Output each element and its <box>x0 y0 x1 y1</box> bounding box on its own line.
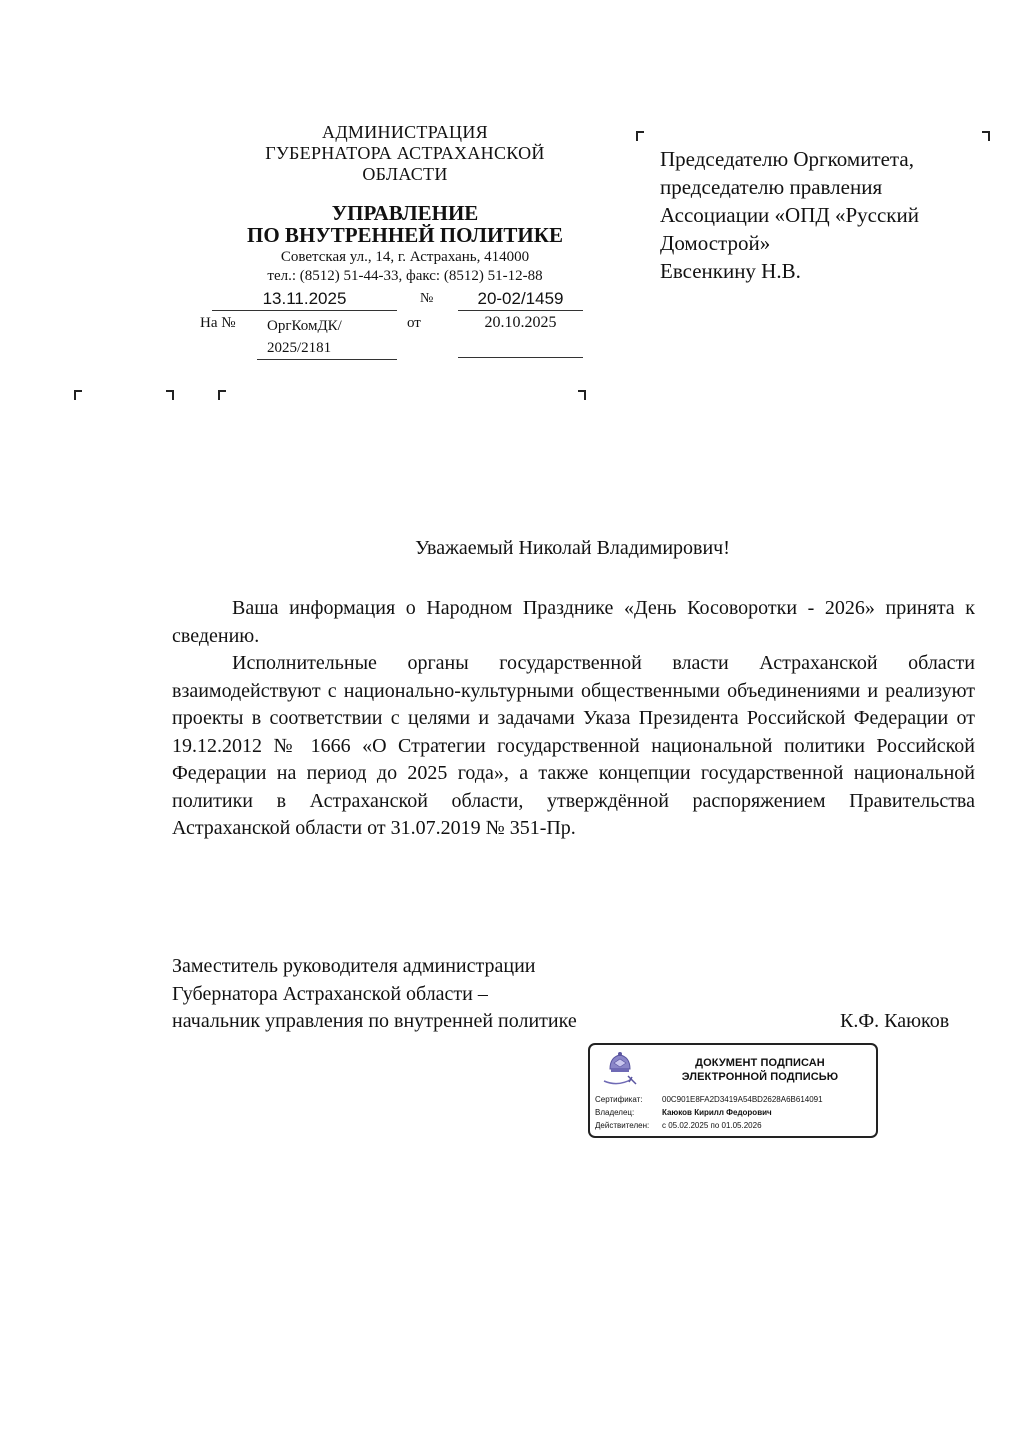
corner-mark-icon <box>218 390 226 400</box>
signatory-title <box>172 953 692 1036</box>
reference-number-line: 2025/2181 <box>267 340 332 356</box>
corner-mark-icon <box>636 131 644 141</box>
owner-value: Каюков Кирилл Федорович <box>662 1108 772 1117</box>
certificate-label: Сертификат: <box>595 1095 643 1104</box>
coat-of-arms-icon <box>598 1049 642 1091</box>
reference-label: На № <box>200 315 236 331</box>
certificate-row <box>595 1095 823 1105</box>
reference-from-label: от <box>407 315 421 331</box>
outgoing-number: 20-02/1459 <box>458 289 583 311</box>
addressee-line: Ассоциации «ОПД «Русский <box>660 203 919 227</box>
validity-row <box>595 1121 762 1131</box>
certificate-value: 00C901E8FA2D3419A54BD2628A6B614091 <box>662 1095 823 1104</box>
signatory-title-line: начальник управления по внутренней политике <box>172 1010 577 1032</box>
stamp-title-line: ЭЛЕКТРОННОЙ ПОДПИСЬЮ <box>681 1071 839 1083</box>
corner-mark-icon <box>166 390 174 400</box>
paragraph: Исполнительные органы государственной власти Астраханской области взаимодействуют с национально-культурными общественными объединениями и реализуют проекты в соответствии с целями и задачами Указа Президента Российской Федерации от 19.12.2012 № 1666 «О Стратегии государственной национальной политики Российской Федерации на период до 2025 года», а также концепции государственной национальной политики в Астраханской области, утверждённой распоряжением Правительства Астраханской области от 31.07.2019 № 351-Пр. <box>172 652 975 839</box>
org-line: ОБЛАСТИ <box>362 164 448 184</box>
dept-line: ПО ВНУТРЕННЕЙ ПОЛИТИКЕ <box>247 223 563 247</box>
owner-row <box>595 1108 772 1118</box>
reference-date: 20.10.2025 <box>458 312 583 358</box>
dept-line: УПРАВЛЕНИЕ <box>331 201 479 225</box>
letter-body <box>172 595 975 843</box>
signatory-title-line: Заместитель руководителя администрации <box>172 955 536 977</box>
signatory-title-line: Губернатора Астраханской области – <box>172 982 488 1005</box>
department-name <box>200 202 610 246</box>
paragraph: Ваша информация о Народном Празднике «День Косоворотки - 2026» принята к сведению. <box>172 597 975 647</box>
reference-number <box>257 315 397 360</box>
org-line: ГУБЕРНАТОРА АСТРАХАНСКОЙ <box>265 143 545 163</box>
corner-mark-icon <box>982 131 990 141</box>
corner-mark-icon <box>578 390 586 400</box>
contact-info <box>200 248 610 286</box>
corner-mark-icon <box>74 390 82 400</box>
salutation: Уважаемый Николай Владимирович! <box>415 537 730 559</box>
e-signature-stamp <box>588 1043 878 1138</box>
number-label: № <box>420 291 434 306</box>
stamp-title-line: ДОКУМЕНТ ПОДПИСАН <box>695 1057 825 1069</box>
stamp-title <box>650 1056 870 1084</box>
reference-number-line: ОргКомДК/ <box>267 318 342 334</box>
addressee-line: Домострой» <box>660 231 771 255</box>
validity-value: с 05.02.2025 по 01.05.2026 <box>662 1121 762 1130</box>
outgoing-date: 13.11.2025 <box>212 289 397 311</box>
organization-name <box>200 122 610 185</box>
addressee-line: председателю правления <box>660 175 883 199</box>
address: Советская ул., 14, г. Астрахань, 414000 <box>280 249 530 265</box>
addressee-line: Председателю Оргкомитета, <box>660 147 914 171</box>
owner-label: Владелец: <box>595 1108 635 1117</box>
org-line: АДМИНИСТРАЦИЯ <box>322 122 488 142</box>
validity-label: Действителен: <box>595 1121 650 1130</box>
phones: тел.: (8512) 51-44-33, факс: (8512) 51-12-88 <box>267 268 543 284</box>
signatory-name: К.Ф. Каюков <box>840 1010 950 1032</box>
addressee-line: Евсенкину Н.В. <box>660 259 801 283</box>
addressee <box>660 145 1000 285</box>
